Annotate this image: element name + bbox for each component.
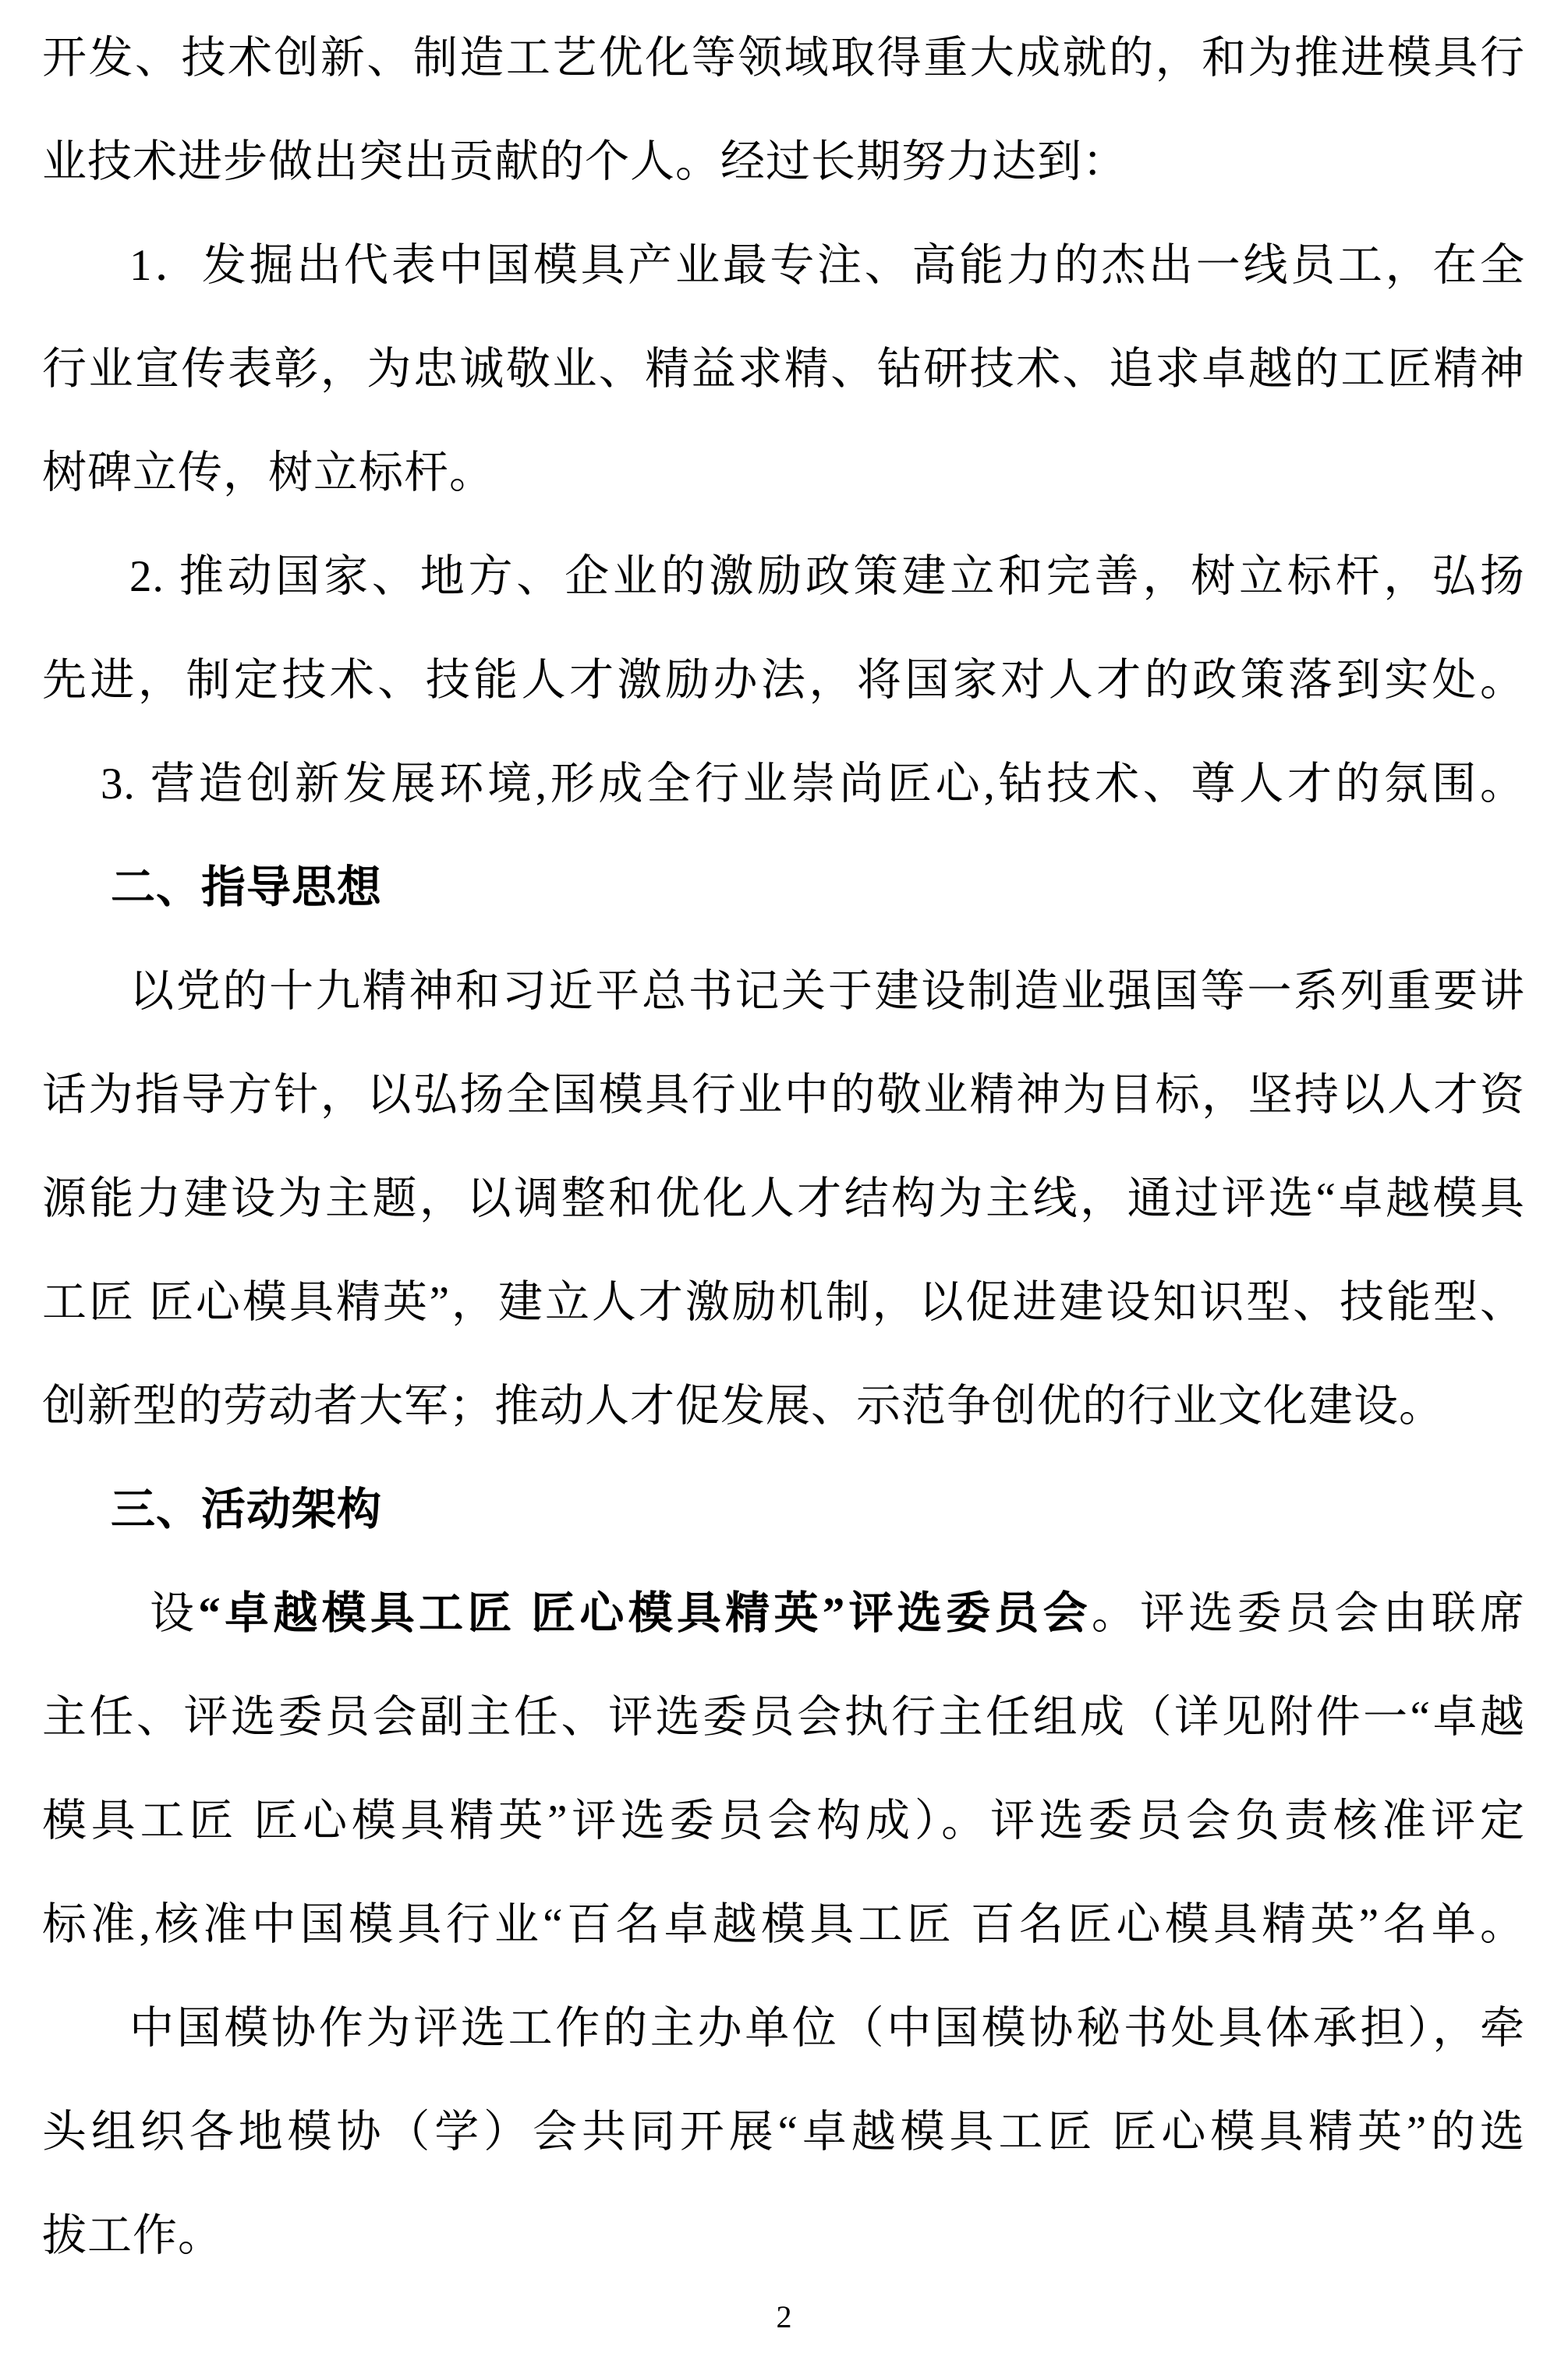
text-line — [42, 1043, 1525, 1147]
text-line — [42, 1873, 1525, 1976]
text-segment: 开发、技术创新、制造工艺优化等领域取得重大成就的，和为推进模具行 — [42, 34, 1525, 83]
text-line — [42, 1562, 1525, 1665]
text-segment: 业技术进步做出突出贡献的个人。经过长期努力达到： — [42, 137, 1127, 186]
text-line — [42, 628, 1525, 732]
text-line — [42, 1147, 1525, 1251]
text-segment: 树碑立传，树立标杆。 — [42, 448, 494, 497]
text-segment: 拔工作。 — [42, 2211, 223, 2260]
text-segment: 行业宣传表彰，为忠诚敬业、精益求精、钻研技术、追求卓越的工匠精神 — [42, 345, 1525, 394]
section-heading — [42, 1458, 1525, 1562]
text-segment: 创新型的劳动者大军；推动人才促发展、示范争创优的行业文化建设。 — [42, 1382, 1444, 1431]
text-segment: 以党的十九精神和习近平总书记关于建设制造业强国等一系列重要讲 — [129, 967, 1525, 1016]
text-segment: 2. 推动国家、地方、企业的激励政策建立和完善，树立标杆，弘扬 — [129, 552, 1525, 601]
text-line — [42, 1976, 1525, 2080]
text-line — [42, 2184, 1525, 2288]
text-line — [42, 1251, 1525, 1354]
text-line — [42, 1665, 1525, 1769]
text-segment: 中国模协作为评选工作的主办单位（中国模协秘书处具体承担），牵 — [129, 2004, 1525, 2053]
text-segment: 主任、评选委员会副主任、评选委员会执行主任组成（详见附件一“卓越 — [42, 1693, 1525, 1742]
text-segment: 3. 营造创新发展环境,形成全行业崇尚匠心,钻技术、尊人才的氛围。 — [101, 759, 1525, 809]
text-line — [42, 214, 1525, 317]
page-number — [0, 2292, 1568, 2342]
text-line — [42, 2080, 1525, 2184]
text-line — [42, 110, 1525, 214]
text-segment: 设 — [150, 1589, 199, 1638]
text-segment: 工匠 匠心模具精英”，建立人才激励机制，以促进建设知识型、技能型、 — [42, 1278, 1525, 1327]
text-line — [42, 1354, 1525, 1458]
bold-text-segment: “卓越模具工匠 匠心模具精英”评选委员会 — [198, 1589, 1092, 1638]
section-heading — [42, 836, 1525, 940]
text-line — [42, 421, 1525, 525]
text-segment: 标准,核准中国模具行业“百名卓越模具工匠 百名匠心模具精英”名单。 — [42, 1900, 1525, 1949]
text-segment: 。评选委员会由联席 — [1091, 1589, 1526, 1638]
page-number-value: 2 — [776, 2299, 792, 2334]
text-line — [42, 940, 1525, 1043]
bold-text-segment: 三、活动架构 — [111, 1485, 382, 1534]
text-segment: 模具工匠 匠心模具精英”评选委员会构成）。评选委员会负责核准评定 — [42, 1796, 1525, 1846]
text-segment: 头组织各地模协（学）会共同开展“卓越模具工匠 匠心模具精英”的选 — [42, 2107, 1525, 2157]
text-line — [42, 6, 1525, 110]
text-line — [42, 732, 1525, 836]
text-segment: 1．发掘出代表中国模具产业最专注、高能力的杰出一线员工，在全 — [129, 241, 1525, 290]
text-segment: 源能力建设为主题，以调整和优化人才结构为主线，通过评选“卓越模具 — [42, 1174, 1526, 1223]
text-segment: 先进，制定技术、技能人才激励办法，将国家对人才的政策落到实处。 — [42, 656, 1525, 705]
text-line — [42, 317, 1525, 421]
bold-text-segment: 二、指导思想 — [111, 863, 382, 912]
text-line — [42, 525, 1525, 628]
text-line — [42, 1769, 1525, 1873]
text-segment: 话为指导方针，以弘扬全国模具行业中的敬业精神为目标，坚持以人才资 — [42, 1071, 1525, 1120]
